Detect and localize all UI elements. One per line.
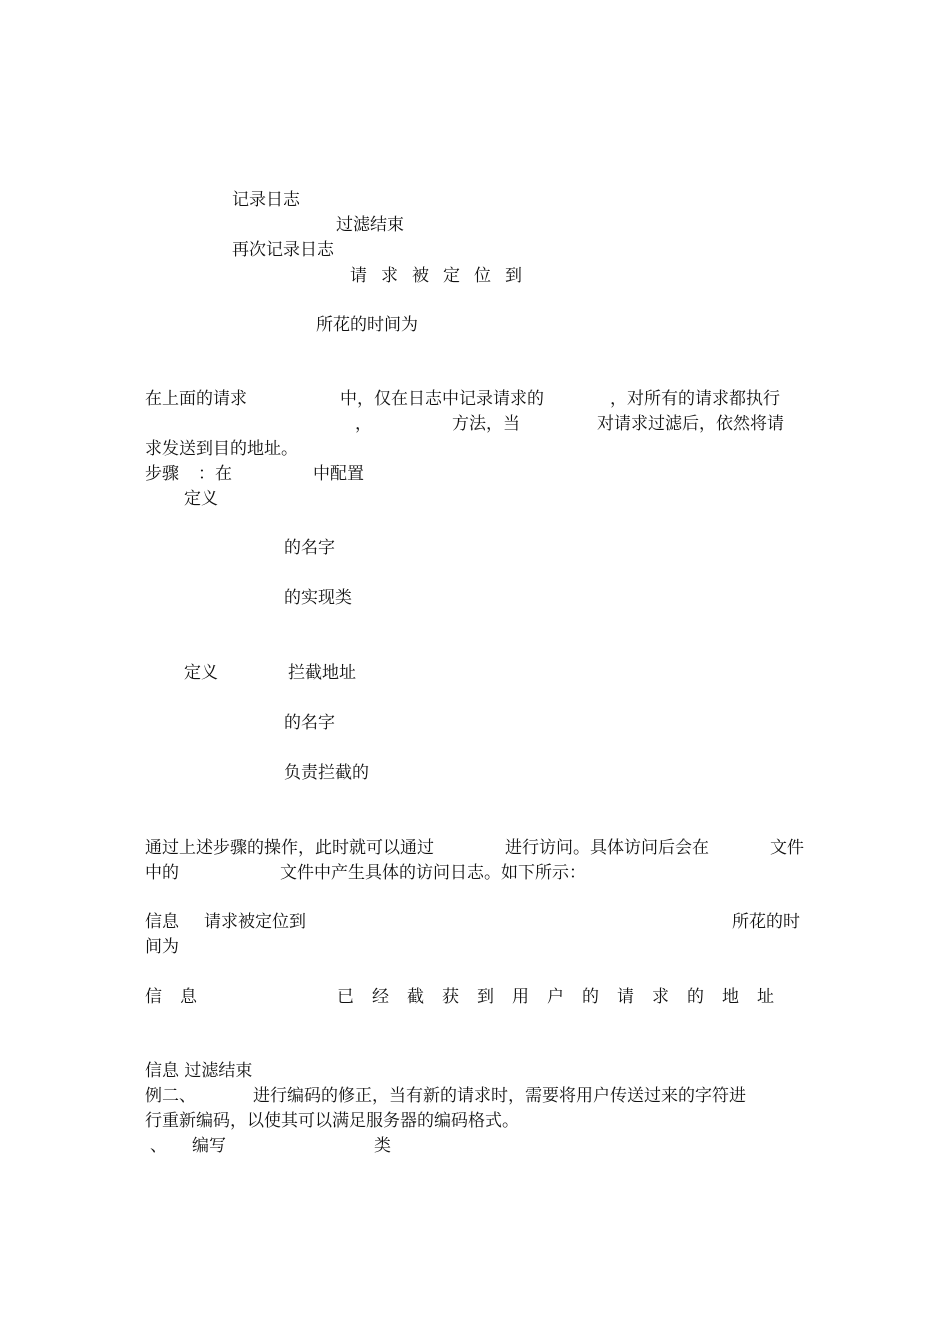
info3-line: 信息 过滤结束 <box>145 1061 253 1081</box>
para1-text-a: 在上面的请求 <box>145 389 247 409</box>
name-line-2: 的名字 <box>284 713 335 733</box>
para2-text-a: 通过上述步骤的操作，此时就可以通过 <box>145 838 434 858</box>
step-configure: 中配置 <box>313 464 364 484</box>
name-line-1: 的名字 <box>284 538 335 558</box>
write-label: 编写 <box>192 1136 226 1156</box>
para1-text-d: ， <box>355 414 372 434</box>
info1-time: 所花的时 <box>732 912 800 932</box>
example2-label: 例二、 <box>145 1086 196 1106</box>
filter-end-line: 过滤结束 <box>336 215 404 235</box>
intercept-address: 拦截地址 <box>288 663 356 683</box>
define-line-1: 定义 <box>184 489 218 509</box>
step-at: ：在 <box>198 464 232 484</box>
example2-text: 进行编码的修正，当有新的请求时，需要将用户传送过来的字符进 <box>253 1086 746 1106</box>
write-bullet: 、 <box>150 1136 167 1156</box>
info1-text: 请求被定位到 <box>204 912 306 932</box>
time-spent-line: 所花的时间为 <box>316 315 418 335</box>
impl-class-line: 的实现类 <box>284 588 352 608</box>
para2-text-d: 中的 <box>145 863 179 883</box>
info2-label: 信息 <box>145 987 215 1007</box>
define-line-2: 定义 <box>184 663 218 683</box>
para1-text-e: 方法，当 <box>452 414 520 434</box>
para2-text-c: 文件 <box>770 838 804 858</box>
para2-text-e: 文件中产生具体的访问日志。如下所示： <box>280 863 586 883</box>
info1-time-cont: 间为 <box>145 937 179 957</box>
info2-text: 已经截获到用户的请求的地址 <box>337 987 792 1007</box>
request-located-line: 请求被定位到 <box>350 266 536 286</box>
example2-text-cont: 行重新编码，以使其可以满足服务器的编码格式。 <box>145 1111 519 1131</box>
log-again-line: 再次记录日志 <box>232 240 334 260</box>
responsible-line: 负责拦截的 <box>284 763 369 783</box>
info1-label: 信息 <box>145 912 179 932</box>
para1-text-f: 对请求过滤后，依然将请 <box>597 414 784 434</box>
para2-text-b: 进行访问。具体访问后会在 <box>505 838 709 858</box>
para1-text-g: 求发送到目的地址。 <box>145 439 298 459</box>
class-label: 类 <box>374 1136 391 1156</box>
log-record-line: 记录日志 <box>232 190 300 210</box>
para1-text-b: 中，仅在日志中记录请求的 <box>340 389 544 409</box>
step-label: 步骤 <box>145 464 179 484</box>
para1-text-c: ，对所有的请求都执行 <box>610 389 780 409</box>
